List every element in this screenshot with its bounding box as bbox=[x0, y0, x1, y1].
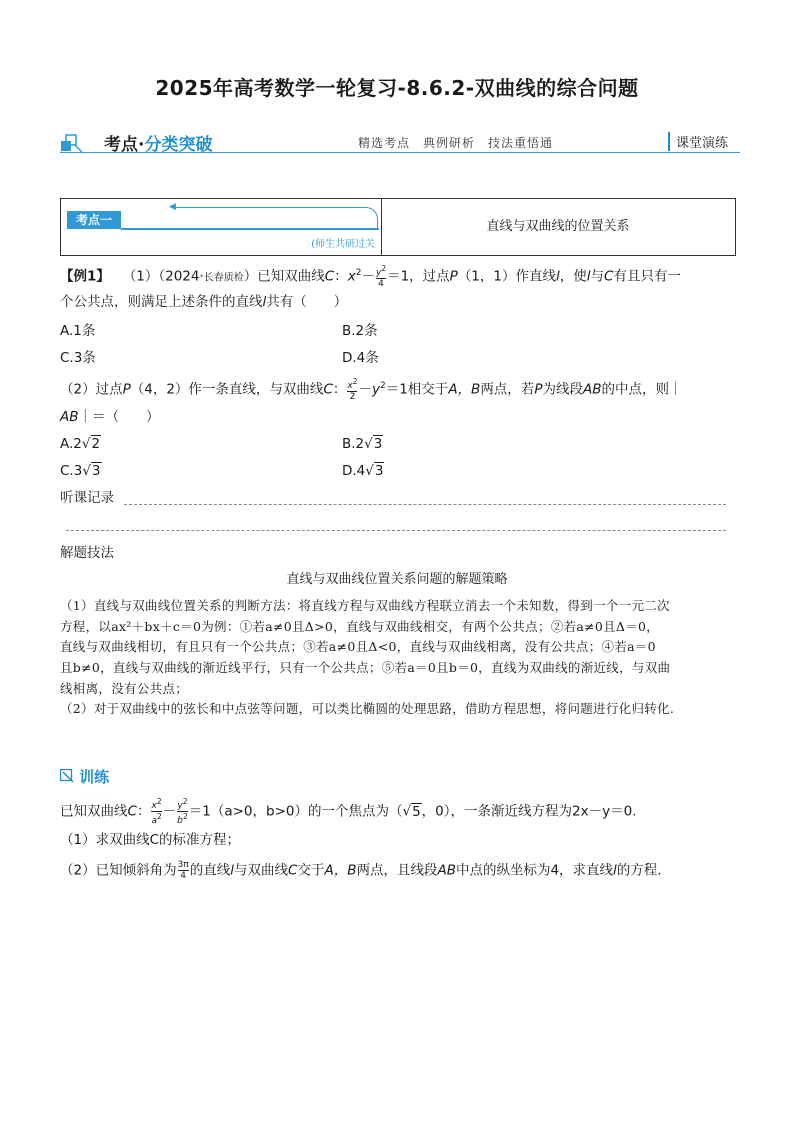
q1-line2-end: 共有（ ） bbox=[266, 294, 348, 310]
q2-segment-ab: AB bbox=[582, 381, 602, 398]
q2-point-p: P bbox=[122, 381, 131, 398]
train-frac-x bbox=[151, 797, 161, 826]
q1-line-l-2: l bbox=[586, 268, 591, 285]
q1-x-exp: 2 bbox=[355, 268, 362, 278]
train-p3-frac-num: 3π bbox=[177, 860, 189, 870]
listen-record-label: 听课记录 bbox=[60, 490, 114, 506]
topic-name: 直线与双曲线的位置关系 bbox=[486, 219, 630, 234]
q1-line2-l: l bbox=[262, 294, 267, 310]
q2-option-a-root: 2 bbox=[91, 436, 101, 452]
train-p3-frac bbox=[178, 860, 189, 881]
q2-frac bbox=[347, 377, 357, 402]
q2-option-d-root: 3 bbox=[374, 463, 384, 479]
train-frac-y-den: b bbox=[177, 816, 183, 826]
q1-line-l: l bbox=[556, 268, 560, 285]
train-p3-d: 交于 bbox=[297, 862, 325, 879]
train-p1-a: 已知双曲线 bbox=[60, 803, 128, 820]
training-title: 训练 bbox=[79, 768, 110, 786]
q1-curve-c: C bbox=[324, 268, 335, 285]
method-line-1: （1）直线与双曲线位置关系的判断方法：将直线方程与双曲线方程联立消去一个未知数，得到一个一元二次 bbox=[60, 598, 670, 613]
q2-option-b-root: 3 bbox=[373, 436, 383, 452]
q2-y-exp: 2 bbox=[379, 381, 386, 391]
band-title-blue: 分类突破 bbox=[144, 135, 213, 155]
band-title-dot: · bbox=[138, 135, 145, 155]
train-p3-l-2: l bbox=[613, 862, 617, 879]
training-p1: 已知双曲线C： $\frac{x^2}{a^2}$ － $\frac{y^2}{b^2}$ ＝1（a>0，b>0）的一个焦点为（√5，0），一条渐近线方程为2x－y＝0. bbox=[60, 797, 637, 826]
method-line-2: 方程，以ax²＋bx＋c＝0为例：①若a≠0且Δ>0，直线与双曲线相交，有两个公共点；②若a≠0且Δ＝0， bbox=[60, 618, 660, 634]
q1-option-b: B.2条 bbox=[342, 323, 378, 339]
train-p1-root: 5 bbox=[412, 803, 421, 820]
train-p3-e: 两点，且线段 bbox=[356, 862, 438, 879]
train-frac-x-exp: 2 bbox=[156, 797, 162, 806]
train-p3-curve: C bbox=[288, 862, 298, 879]
q2-option-c-root: 3 bbox=[91, 463, 101, 479]
q2-part-e: 为线段 bbox=[542, 381, 583, 398]
topic-table bbox=[60, 198, 736, 256]
q2-option-a: A.2√2 bbox=[60, 436, 101, 452]
method-line-5: 线相离，没有公共点； bbox=[60, 680, 189, 696]
method-head: 解题技法 bbox=[60, 545, 114, 561]
topic-left-cell bbox=[61, 199, 382, 255]
page-title: 2025年高考数学一轮复习-8.6.2-双曲线的综合问题 bbox=[155, 76, 639, 100]
q1-eq-one: 1 bbox=[400, 268, 410, 285]
q1-source: 长春质检 bbox=[203, 272, 244, 284]
topic-label: 考点一 bbox=[67, 211, 121, 229]
train-frac-y-exp: 2 bbox=[182, 797, 188, 806]
method-line-6: （2）对于双曲线中的弦长和中点弦等问题，可以类比椭圆的处理思路，借助方程思想，将问题进行化归转化. bbox=[60, 701, 675, 717]
training-header bbox=[60, 766, 109, 787]
method-line-4: 且b≠0，直线与双曲线的渐近线平行，只有一个公共点；⑤若a＝0且b＝0，直线为双曲线的渐近线，与双曲 bbox=[60, 659, 671, 675]
train-frac-x-den-exp: 2 bbox=[156, 812, 162, 821]
q2-part-a: （2）过点 bbox=[60, 381, 123, 398]
q1-frac-den: 4 bbox=[376, 278, 386, 289]
q1-option-c: C.3条 bbox=[60, 350, 96, 366]
q2-part-d: 两点，若 bbox=[480, 381, 535, 398]
q1-part-c: ，过点 bbox=[409, 268, 450, 285]
example-q1-line2 bbox=[60, 292, 740, 312]
q1-point-p: P bbox=[449, 268, 458, 285]
train-p3-ab: A，B bbox=[324, 862, 357, 879]
example-q1-line1: 【例1】 （1）（2024·长春质检）已知双曲线C：$x^2-$ $\frac{y^2}{4}$ ＝1，过点P（1，1）作直线l，使l与C有且只有一 bbox=[60, 264, 681, 289]
train-p3-l: l bbox=[230, 862, 235, 879]
q2-option-d-label: D.4 bbox=[342, 463, 366, 479]
q1-part-b: ）已知双曲线 bbox=[243, 268, 325, 285]
train-p3-b: 的直线 bbox=[189, 862, 231, 879]
q1-frac-y: y bbox=[375, 268, 382, 278]
q2-curve-c: C bbox=[323, 381, 333, 398]
example-q2-line1: （2）过点P（4，2）作一条直线，与双曲线C： $\frac{x^2}{2}$ $-y^2=1$相交于A，B两点，若P为线段AB的中点，则｜ bbox=[60, 377, 683, 402]
q1-line2-text: 个公共点，则满足上述条件的直线 bbox=[60, 294, 263, 310]
band-right-label: 课堂演练 bbox=[668, 132, 728, 151]
q1-part-f: 与 bbox=[590, 268, 605, 285]
band-title-main: 考点 bbox=[104, 135, 138, 155]
q2-part-c: ＝1相交于 bbox=[385, 381, 449, 398]
train-p3-seg: AB bbox=[437, 862, 456, 879]
train-p3-f: 中点的纵坐标为4，求直线 bbox=[455, 862, 614, 879]
q2-option-b: B.2√3 bbox=[342, 436, 383, 452]
q2-y: y bbox=[371, 381, 380, 398]
q2-frac-x-exp: 2 bbox=[352, 377, 358, 386]
q1-frac bbox=[376, 264, 386, 289]
method-line-3: 直线与双曲线相切，有且只有一个公共点；③若a≠0且Δ<0，直线与双曲线相离，没有公共点；④若a＝0 bbox=[60, 639, 656, 655]
q2-part-f: 的中点，则｜ bbox=[601, 381, 683, 398]
q1-curve-c-2: C bbox=[604, 268, 614, 285]
q2-option-c: C.3√3 bbox=[60, 463, 101, 479]
section-icon bbox=[60, 132, 82, 154]
training-p2: （1）求双曲线C的标准方程； bbox=[60, 832, 241, 848]
q1-frac-y-exp: 2 bbox=[381, 264, 387, 273]
train-p3-g: 的方程. bbox=[616, 862, 662, 879]
training-p3 bbox=[60, 860, 740, 881]
q2-part-b: （4，2）作一条直线，与双曲线 bbox=[130, 381, 324, 398]
q2-option-d: D.4√3 bbox=[342, 463, 384, 479]
train-frac-y-den-exp: 2 bbox=[182, 812, 188, 821]
listen-line-1[interactable] bbox=[124, 504, 726, 505]
example-q2-line2 bbox=[60, 407, 160, 427]
q2-option-b-label: B.2 bbox=[342, 436, 365, 452]
training-icon bbox=[60, 769, 74, 783]
train-p1-c: C bbox=[127, 803, 137, 820]
train-frac-y-num: y bbox=[177, 801, 183, 811]
train-frac-y bbox=[177, 797, 188, 826]
train-p3-c: 与双曲线 bbox=[234, 862, 289, 879]
q1-part-a: （1）（2024· bbox=[122, 268, 204, 285]
q2-line2-text: ｜＝（ ） bbox=[78, 409, 160, 425]
q1-option-a: A.1条 bbox=[60, 323, 96, 339]
q1-option-d: D.4条 bbox=[342, 350, 379, 366]
train-p3-a: （2）已知倾斜角为 bbox=[60, 862, 177, 879]
topic-curve bbox=[171, 207, 378, 230]
q2-frac-den: 2 bbox=[347, 391, 357, 402]
method-body bbox=[60, 596, 740, 720]
method-title: 直线与双曲线位置关系问题的解题策略 bbox=[286, 572, 508, 587]
train-frac-x-num: x bbox=[151, 801, 157, 811]
q2-frac-x: x bbox=[347, 381, 353, 391]
train-p1-b: ＝1（a>0，b>0）的一个焦点为（ bbox=[188, 803, 403, 820]
arrow-left-icon: ◀ bbox=[169, 202, 176, 212]
q2-line2-ab: AB bbox=[60, 409, 79, 425]
q2-option-c-label: C.3 bbox=[60, 463, 83, 479]
q1-part-e: ，使 bbox=[559, 268, 587, 285]
topic-note: (师生共研过关 bbox=[311, 239, 375, 250]
listen-line-2[interactable] bbox=[66, 530, 726, 531]
q1-part-d: （1，1）作直线 bbox=[457, 268, 556, 285]
example-tag: 【例1】 bbox=[60, 268, 110, 285]
q2-option-a-label: A.2 bbox=[60, 436, 82, 452]
band-title bbox=[104, 130, 212, 155]
q1-part-g: 有且只有一 bbox=[613, 268, 681, 285]
train-frac-x-den: a bbox=[151, 816, 157, 826]
train-p1-c-tail: ，0），一条渐近线方程为2x－y＝0. bbox=[421, 803, 637, 820]
q1-x: x bbox=[347, 268, 356, 285]
q2-point-p-2: P bbox=[534, 381, 543, 398]
section-band bbox=[60, 128, 740, 162]
train-p3-frac-den: 4 bbox=[178, 870, 189, 881]
q2-points-ab: A，B bbox=[448, 381, 481, 398]
band-tags: 精选考点 典例研析 技法重悟通 bbox=[352, 134, 559, 151]
